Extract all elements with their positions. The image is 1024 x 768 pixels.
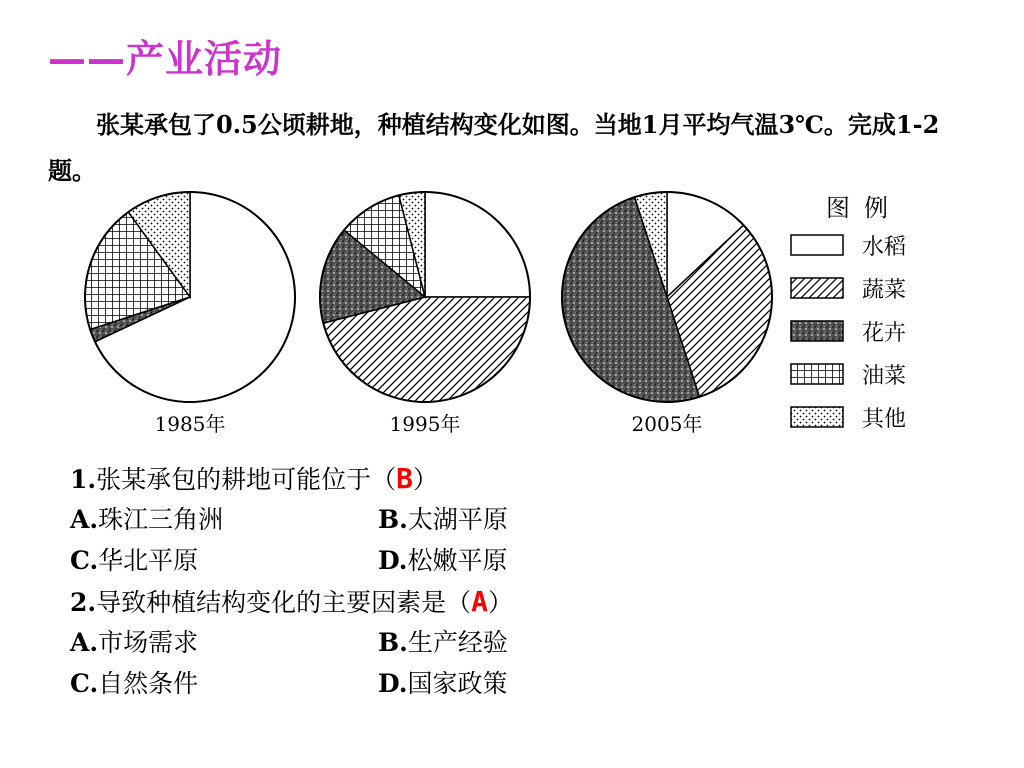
intro-text: 张某承包了0.5公顷耕地，种植结构变化如图。当地1月平均气温3℃。完成1-2题。 bbox=[48, 110, 940, 185]
legend-swatch bbox=[790, 320, 844, 342]
legend-label: 油菜 bbox=[862, 364, 907, 389]
question-number: 1. bbox=[70, 465, 97, 494]
legend-item-flowers bbox=[790, 316, 930, 346]
legend-title: 图例 bbox=[826, 194, 902, 222]
legend-swatch bbox=[790, 363, 844, 385]
option-c[interactable]: C.华北平原 bbox=[70, 546, 199, 575]
answer-mark: A bbox=[471, 585, 488, 618]
answer-mark: B bbox=[396, 462, 413, 495]
page-title: ——产业活动 bbox=[48, 37, 283, 81]
pie-year-label: 1985年 bbox=[154, 412, 226, 436]
pie-year-label: 1995年 bbox=[389, 412, 461, 436]
question-1 bbox=[70, 458, 513, 499]
option-row bbox=[70, 540, 513, 581]
question-close: ） bbox=[487, 588, 513, 617]
legend-item-rice bbox=[790, 230, 930, 260]
option-row bbox=[70, 663, 513, 704]
pie-3 bbox=[562, 192, 772, 402]
option-row bbox=[70, 622, 513, 663]
pie-slice-rice bbox=[425, 192, 530, 297]
pie-2 bbox=[320, 192, 530, 402]
legend-item-other bbox=[790, 402, 930, 432]
pie-1 bbox=[85, 192, 295, 402]
question-number: 2. bbox=[70, 588, 97, 617]
question-text: 导致种植结构变化的主要因素是（ bbox=[96, 588, 472, 617]
question-2 bbox=[70, 581, 513, 622]
option-c[interactable]: C.自然条件 bbox=[70, 669, 199, 698]
legend-item-vegetables bbox=[790, 273, 930, 303]
legend-swatch bbox=[790, 277, 844, 299]
legend-swatch bbox=[790, 406, 844, 428]
pie-year-label: 2005年 bbox=[631, 412, 703, 436]
legend-swatch bbox=[790, 234, 844, 256]
option-b[interactable]: B.生产经验 bbox=[378, 628, 508, 657]
legend-label: 蔬菜 bbox=[862, 278, 907, 303]
option-d[interactable]: D.松嫩平原 bbox=[378, 546, 508, 575]
legend-label: 其他 bbox=[862, 407, 907, 432]
question-text: 张某承包的耕地可能位于（ bbox=[96, 465, 397, 494]
legend-label: 花卉 bbox=[862, 321, 907, 346]
option-a[interactable]: A.市场需求 bbox=[70, 628, 199, 657]
question-close: ） bbox=[412, 465, 438, 494]
question-block bbox=[70, 458, 513, 704]
legend-item-rapeseed bbox=[790, 359, 930, 389]
option-row bbox=[70, 499, 513, 540]
option-a[interactable]: A.珠江三角洲 bbox=[70, 505, 224, 534]
option-d[interactable]: D.国家政策 bbox=[378, 669, 508, 698]
option-b[interactable]: B.太湖平原 bbox=[378, 505, 508, 534]
legend-label: 水稻 bbox=[862, 235, 907, 260]
